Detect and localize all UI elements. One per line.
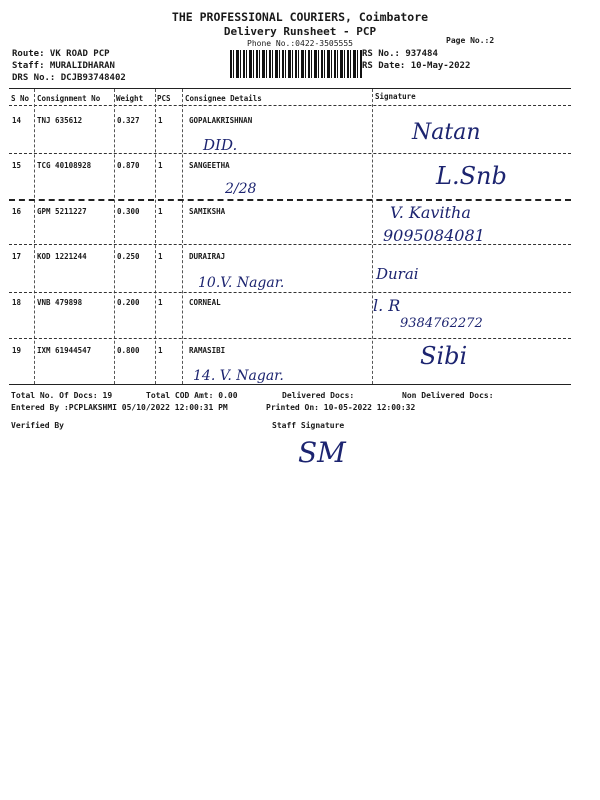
total-docs-label: Total No. Of Docs:: [11, 391, 98, 400]
row-weight: 0.250: [117, 252, 140, 261]
staff-signature: SM: [298, 436, 346, 469]
row-consignment: GPM 5211227: [37, 207, 87, 216]
handwritten-note: 2/28: [225, 181, 257, 197]
consignee-signature: Sibi: [420, 342, 468, 370]
header-divider: [9, 105, 571, 106]
table-top-border: [9, 88, 571, 89]
printed-on: Printed On: 10-05-2022 12:00:32: [266, 403, 416, 412]
row-pcs: 1: [158, 346, 163, 355]
staff: Staff: MURALIDHARAN: [12, 61, 115, 71]
col-consignee: Consignee Details: [185, 94, 262, 103]
row-divider: [9, 338, 571, 339]
col-divider: [155, 89, 156, 384]
entered-by: Entered By :PCPLAKSHMI 05/10/2022 12:00:31 PM: [11, 403, 228, 412]
total-docs: [11, 391, 112, 400]
row-pcs: 1: [158, 207, 163, 216]
row-divider: [9, 199, 571, 201]
col-sno: S No: [11, 94, 30, 103]
col-divider: [182, 89, 183, 384]
row-sno: 18: [12, 298, 22, 307]
row-divider: [9, 292, 571, 293]
col-divider: [114, 89, 115, 384]
table-bottom-border: [9, 384, 571, 385]
row-divider: [9, 244, 571, 245]
row-consignee: RAMASIBI: [189, 346, 226, 355]
row-consignment: VNB 479898: [37, 298, 83, 307]
col-divider: [34, 89, 35, 384]
row-pcs: 1: [158, 298, 163, 307]
row-divider: [9, 153, 571, 154]
consignee-signature: V. Kavitha: [390, 203, 471, 222]
drs-number: DRS No.: DCJB93748402: [12, 73, 126, 83]
delivered-docs: Delivered Docs:: [282, 391, 355, 400]
row-sno: 16: [12, 207, 22, 216]
row-consignment: TNJ 635612: [37, 116, 83, 125]
runsheet-title: Delivery Runsheet - PCP: [223, 25, 377, 38]
staff-signature-label: Staff Signature: [272, 421, 345, 430]
row-pcs: 1: [158, 161, 163, 170]
route: Route: VK ROAD PCP: [12, 49, 110, 59]
row-sno: 17: [12, 252, 22, 261]
row-pcs: 1: [158, 116, 163, 125]
col-weight: Weight: [116, 94, 144, 103]
row-weight: 0.327: [117, 116, 140, 125]
handwritten-note: 14. V. Nagar.: [193, 368, 284, 384]
row-pcs: 1: [158, 252, 163, 261]
barcode: [230, 50, 362, 78]
verified-by: Verified By: [11, 421, 64, 430]
consignee-signature: Natan: [412, 120, 481, 145]
row-consignee: DURAIRAJ: [189, 252, 226, 261]
company-title: THE PROFESSIONAL COURIERS, Coimbatore: [171, 10, 429, 24]
row-sno: 19: [12, 346, 22, 355]
row-consignment: TCG 40108928: [37, 161, 92, 170]
handwritten-phone: 9095084081: [383, 226, 485, 245]
col-signature: Signature: [375, 92, 416, 101]
col-pcs: PCS: [157, 94, 171, 103]
total-cod-label: Total COD Amt:: [146, 391, 214, 400]
consignee-signature: L.Snb: [436, 162, 507, 190]
page-number: Page No.:2: [446, 36, 495, 45]
row-sno: 14: [12, 116, 22, 125]
rs-date: RS Date: 10-May-2022: [362, 61, 471, 71]
row-consignee: SAMIKSHA: [189, 207, 226, 216]
row-consignee: SANGEETHA: [189, 161, 230, 170]
row-sno: 15: [12, 161, 22, 170]
consignee-signature: l. R: [373, 296, 401, 315]
phone-number: Phone No.:0422-3505555: [247, 39, 353, 48]
col-divider: [372, 89, 373, 384]
non-delivered-docs: Non Delivered Docs:: [402, 391, 494, 400]
row-consignee: GOPALAKRISHNAN: [189, 116, 253, 125]
handwritten-note: 10.V. Nagar.: [198, 275, 285, 291]
row-consignee: CORNEAL: [189, 298, 221, 307]
total-docs-value: 19: [102, 391, 113, 400]
row-consignment: IXM 61944547: [37, 346, 92, 355]
row-weight: 0.300: [117, 207, 140, 216]
row-weight: 0.200: [117, 298, 140, 307]
total-cod-value: 0.00: [218, 391, 238, 400]
total-cod: [146, 391, 238, 400]
row-consignment: KOD 1221244: [37, 252, 87, 261]
handwritten-note: DID.: [203, 136, 238, 154]
consignee-signature: Durai: [376, 265, 419, 283]
row-weight: 0.870: [117, 161, 140, 170]
handwritten-phone: 9384762272: [400, 316, 483, 331]
rs-number: RS No.: 937484: [362, 49, 438, 59]
row-weight: 0.800: [117, 346, 140, 355]
col-consignment: Consignment No: [37, 94, 101, 103]
